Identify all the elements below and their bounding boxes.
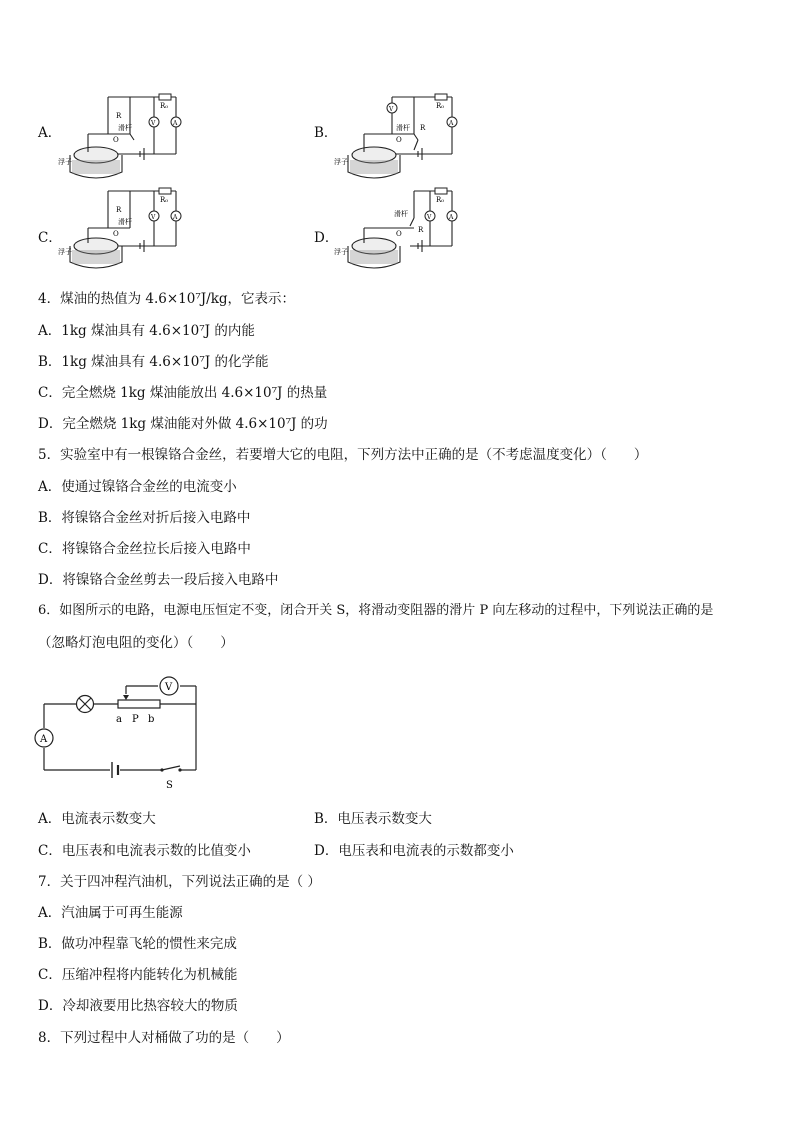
q8-stem: 8．下列过程中人对桶做了功的是（ ） <box>38 1030 290 1046</box>
fig-a-r0: R₀ <box>160 102 169 110</box>
fig-a-r: R <box>116 112 122 120</box>
fig-b-r: R <box>420 124 426 132</box>
fig-b-lever: 滑杆 <box>396 124 410 132</box>
voltmeter-label: V <box>165 682 173 693</box>
fig-c-lever: 滑杆 <box>118 218 132 226</box>
fig-a-float: 浮子 <box>58 158 72 166</box>
switch-label: S <box>166 780 173 791</box>
fig-b-v: V <box>389 106 394 113</box>
q6-option-c: C．电压表和电流表示数的比值变小 <box>38 843 251 859</box>
fig-c-float: 浮子 <box>58 248 72 256</box>
fig-d-a: A <box>449 214 454 221</box>
q3-figure-c <box>58 186 188 276</box>
option-d-label: D． <box>314 230 339 246</box>
rheostat-p: P <box>132 714 139 725</box>
fig-c-v: V <box>151 214 156 221</box>
q6-stem-line1: 6．如图所示的电路，电源电压恒定不变，闭合开关 S，将滑动变阻器的滑片 P 向左移动的过程中，下列说法正确的是 <box>38 603 714 618</box>
q5-stem: 5．实验室中有一根镍铬合金丝，若要增大它的电阻，下列方法中正确的是（不考虑温度变化）（ ） <box>38 447 648 463</box>
q7-option-a: A．汽油属于可再生能源 <box>38 905 183 921</box>
q6-option-a: A．电流表示数变大 <box>38 811 156 827</box>
q4-option-c: C．完全燃烧 1kg 煤油能放出 4.6×10⁷J 的热量 <box>38 385 328 401</box>
fig-c-r: R <box>116 206 122 214</box>
q4-stem: 4．煤油的热值为 4.6×10⁷J/kg，它表示： <box>38 291 296 307</box>
q6-option-d: D．电压表和电流表的示数都变小 <box>314 843 514 859</box>
fig-c-o: O <box>113 230 119 238</box>
q4-option-a: A．1kg 煤油具有 4.6×10⁷J 的内能 <box>38 323 255 339</box>
fig-d-float: 浮子 <box>334 248 348 256</box>
q3-figure-d <box>334 186 464 276</box>
q6-option-b: B．电压表示数变大 <box>314 811 432 827</box>
q5-option-b: B．将镍铬合金丝对折后接入电路中 <box>38 510 251 526</box>
fig-d-r0: R₀ <box>436 196 445 204</box>
option-a-label: A． <box>38 125 62 141</box>
fig-c-a: A <box>173 214 178 221</box>
fig-a-lever: 滑杆 <box>118 124 132 132</box>
fig-d-o: O <box>396 230 402 238</box>
q5-option-a: A．使通过镍铬合金丝的电流变小 <box>38 479 237 495</box>
fig-a-o: O <box>113 136 119 144</box>
q3-figure-a <box>58 92 188 190</box>
fig-b-float: 浮子 <box>334 158 348 166</box>
q5-option-c: C．将镍铬合金丝拉长后接入电路中 <box>38 541 251 557</box>
q6-circuit-diagram <box>34 672 214 794</box>
fig-a-v: V <box>151 120 156 127</box>
rheostat-icon <box>118 700 160 708</box>
q5-option-d: D．将镍铬合金丝剪去一段后接入电路中 <box>38 572 279 588</box>
option-c-label: C． <box>38 230 62 246</box>
fig-a-a: A <box>173 120 178 127</box>
fig-c-r0: R₀ <box>160 196 169 204</box>
rheostat-b: b <box>148 714 155 725</box>
fig-b-a: A <box>449 120 454 127</box>
fig-d-lever: 滑杆 <box>394 210 408 218</box>
q4-option-b: B．1kg 煤油具有 4.6×10⁷J 的化学能 <box>38 354 269 370</box>
q7-option-b: B．做功冲程靠飞轮的惯性来完成 <box>38 936 237 952</box>
rheostat-a: a <box>116 714 122 725</box>
q4-option-d: D．完全燃烧 1kg 煤油能对外做 4.6×10⁷J 的功 <box>38 416 328 432</box>
fig-b-r0: R₀ <box>436 102 445 110</box>
q7-stem: 7．关于四冲程汽油机，下列说法正确的是（ ） <box>38 874 321 890</box>
slider-arrow-icon <box>123 695 129 700</box>
fig-d-r: R <box>418 226 424 234</box>
q7-option-d: D．冷却液要用比热容较大的物质 <box>38 998 238 1014</box>
q6-stem-line2: （忽略灯泡电阻的变化）（ ） <box>38 635 234 651</box>
option-b-label: B． <box>314 125 338 141</box>
fig-b-o: O <box>396 136 402 144</box>
q7-option-c: C．压缩冲程将内能转化为机械能 <box>38 967 238 983</box>
ammeter-label: A <box>40 734 48 745</box>
fig-d-v: V <box>427 214 432 221</box>
q3-figure-b <box>334 92 464 190</box>
